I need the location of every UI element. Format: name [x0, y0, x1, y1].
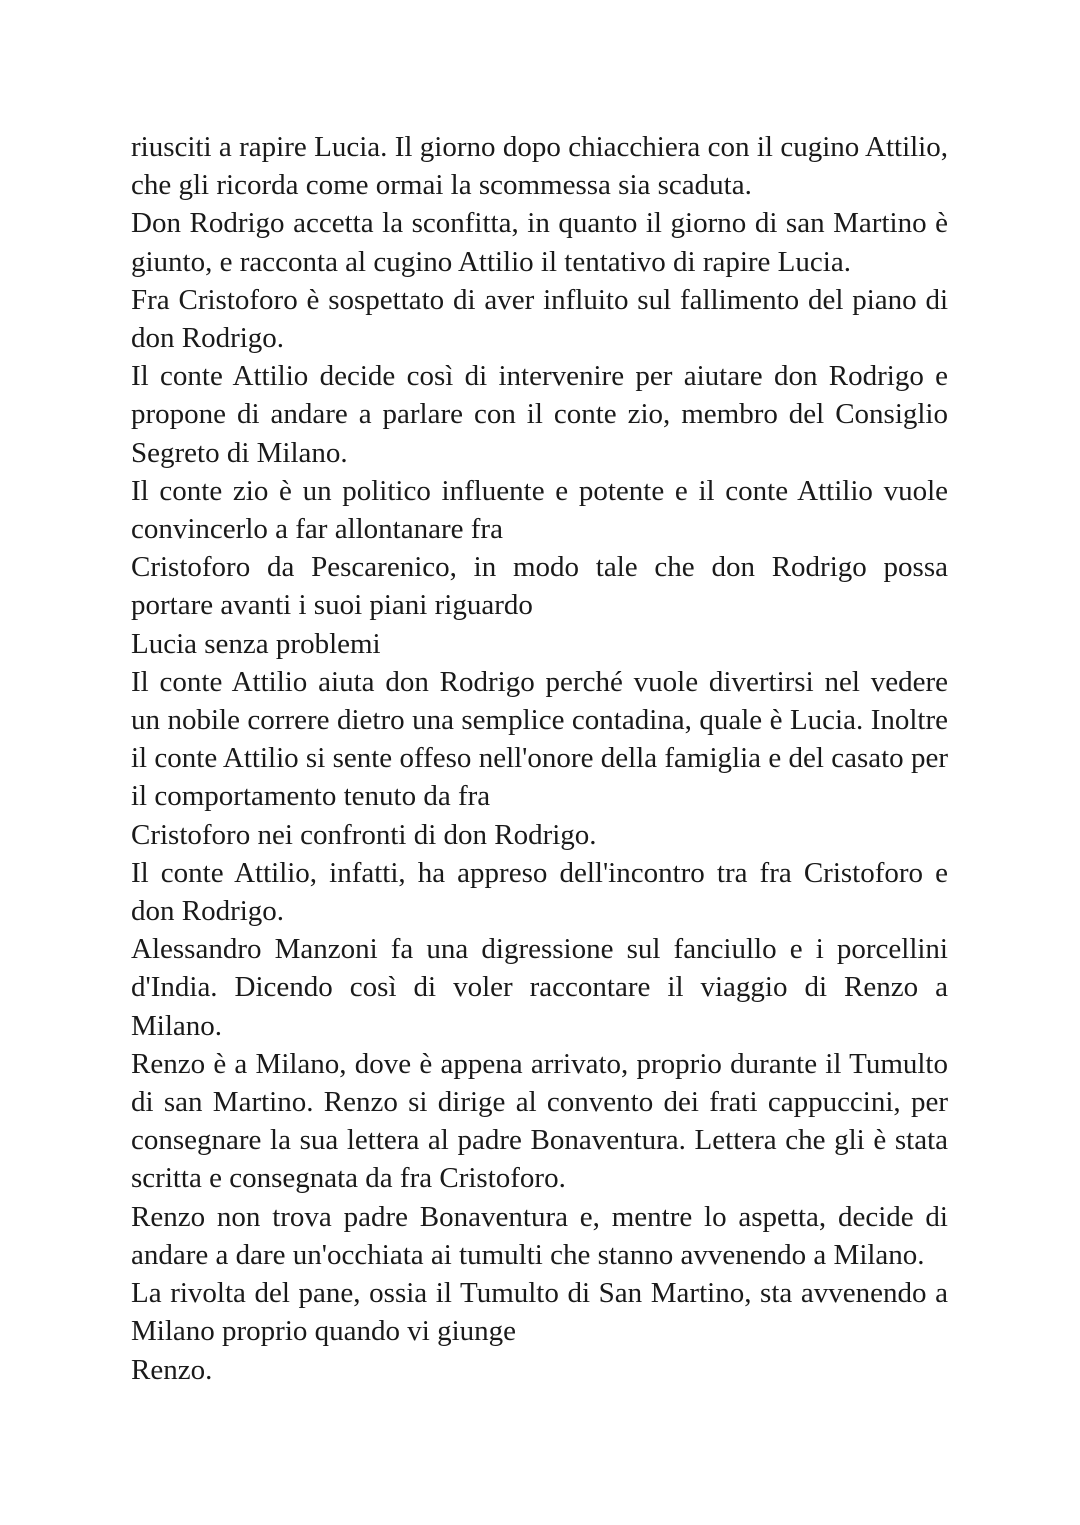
paragraph: Il conte zio è un politico influente e potente e il conte Attilio vuole convincerlo a far allontanare fra — [131, 474, 948, 546]
paragraph: Renzo. — [131, 1353, 213, 1386]
paragraph: Il conte Attilio aiuta don Rodrigo perché vuole divertirsi nel vedere un nobile correre dietro una semplice contadina, quale è Lucia. Inoltre il conte Attilio si sente offeso nell'onore della famiglia e del casato per il comportamento tenuto da fra — [131, 665, 948, 813]
paragraph: Il conte Attilio, infatti, ha appreso dell'incontro tra fra Cristoforo e don Rodrigo. — [131, 856, 948, 928]
paragraph: Cristoforo nei confronti di don Rodrigo. — [131, 818, 597, 851]
paragraph: Alessandro Manzoni fa una digressione sul fanciullo e i porcellini d'India. Dicendo così di voler raccontare il viaggio di Renzo a Milano. — [131, 933, 948, 1042]
paragraph: riusciti a rapire Lucia. Il giorno dopo chiacchiera con il cugino Attilio, che gli ricorda come ormai la scommessa sia scaduta. — [131, 131, 948, 202]
paragraph: Renzo è a Milano, dove è appena arrivato, proprio durante il Tumulto di san Martino. Renzo si dirige al convento dei frati cappuccini, per consegnare la sua lettera al padre Bonaventura. Lettera che gli è stata scritta e consegnata da fra Cristoforo. — [131, 1047, 948, 1195]
paragraph: La rivolta del pane, ossia il Tumulto di San Martino, sta avvenendo a Milano proprio quando vi giunge — [131, 1277, 948, 1348]
paragraph: Don Rodrigo accetta la sconfitta, in quanto il giorno di san Martino è giunto, e racconta al cugino Attilio il tentativo di rapire Lucia. — [131, 207, 948, 278]
paragraph: Cristoforo da Pescarenico, in modo tale che don Rodrigo possa portare avanti i suoi piani riguardo — [131, 551, 948, 622]
paragraph: Fra Cristoforo è sospettato di aver influito sul fallimento del piano di don Rodrigo. — [131, 283, 948, 355]
paragraph: Lucia senza problemi — [131, 627, 381, 660]
document-body — [131, 128, 948, 1389]
paragraph: Il conte Attilio decide così di intervenire per aiutare don Rodrigo e propone di andare a parlare con il conte zio, membro del Consiglio Segreto di Milano. — [131, 360, 948, 469]
paragraph: Renzo non trova padre Bonaventura e, mentre lo aspetta, decide di andare a dare un'occhiata ai tumulti che stanno avvenendo a Milano. — [131, 1200, 948, 1271]
